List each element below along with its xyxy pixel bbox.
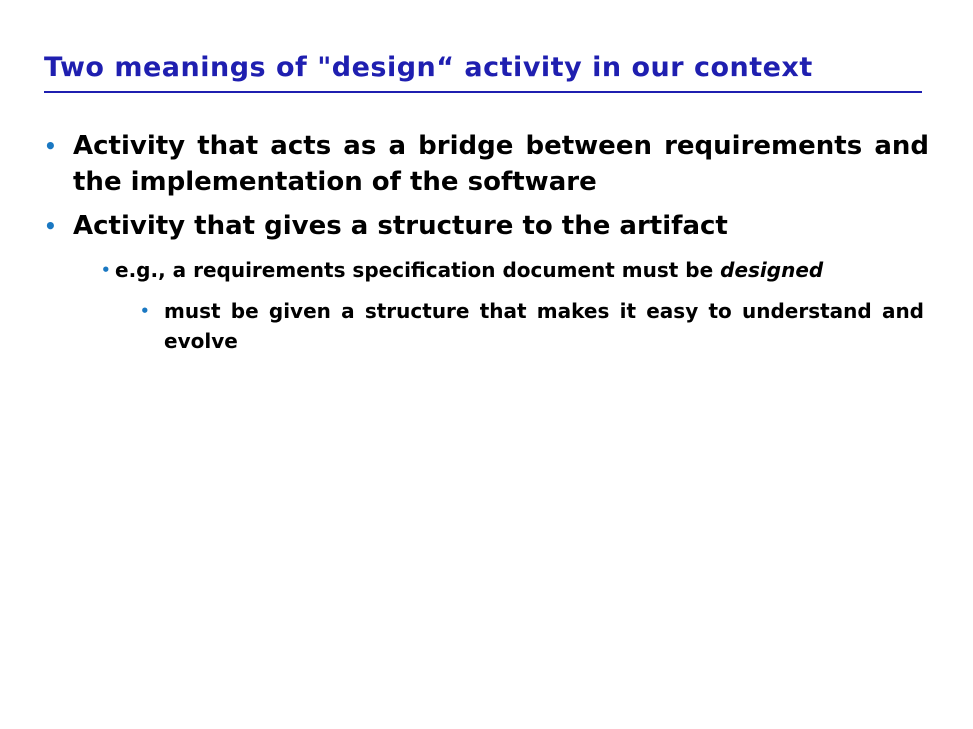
sub-bullet-item-example xyxy=(101,257,920,283)
bullet-item-structure xyxy=(44,208,929,244)
bullet-icon: • xyxy=(44,134,57,158)
sub-bullet-icon: • xyxy=(101,261,111,279)
bullet-icon: • xyxy=(44,214,57,238)
bullet-text: Activity that gives a structure to the artifact xyxy=(73,211,728,241)
sub-sub-bullet-icon: • xyxy=(140,302,150,320)
sub-sub-bullet-text: must be given a structure that makes it easy to understand and evolve xyxy=(164,299,924,353)
sub-bullet-text: e.g., a requirements specification document must be xyxy=(115,258,721,282)
title-underline xyxy=(44,91,922,93)
sub-sub-bullet-item xyxy=(140,296,924,356)
bullet-text: Activity that acts as a bridge between requirements and the implementation of the software xyxy=(73,131,929,197)
sub-bullet-emphasis: designed xyxy=(720,258,824,282)
bullet-item-bridge xyxy=(44,128,929,200)
slide-title: Two meanings of "design“ activity in our context xyxy=(44,52,813,83)
bullet-list xyxy=(44,128,934,356)
